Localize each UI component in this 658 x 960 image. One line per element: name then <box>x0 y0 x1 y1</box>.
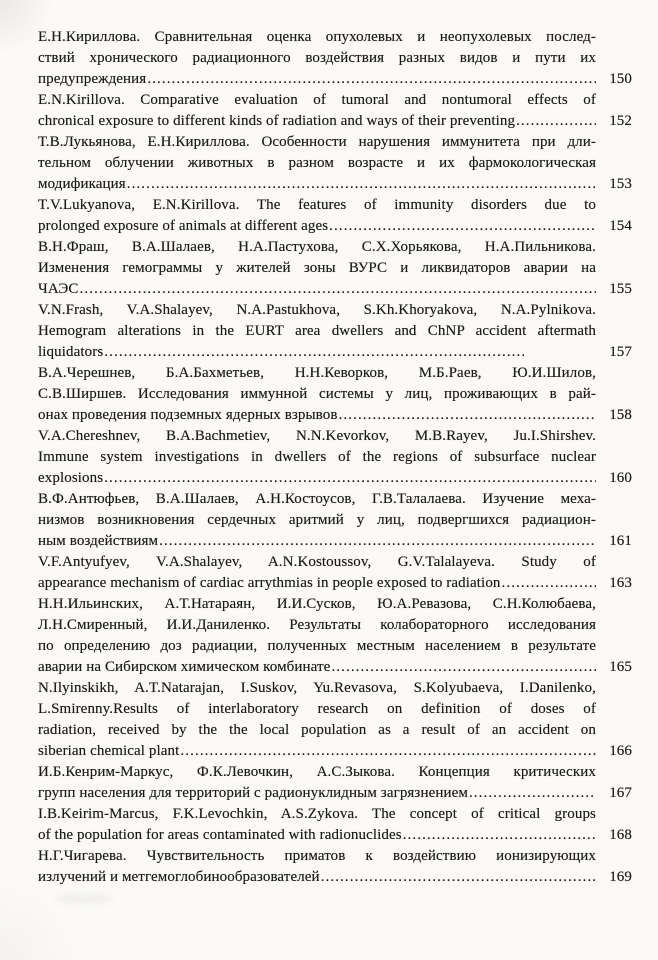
toc-last-line <box>38 279 632 300</box>
toc-line: С.В.Ширшев. Исследования иммунной системы у лиц, проживающих в рай- <box>38 386 596 402</box>
toc-last-line <box>38 531 632 552</box>
toc-line: Immune system investigations in dwellers of the regions of subsurface nuclear <box>38 449 596 465</box>
leader-wrap <box>38 531 596 552</box>
toc-last-line-text: групп населения для территорий с радионуклидным загрязнением <box>38 785 468 801</box>
dot-leader <box>516 111 596 132</box>
toc-last-line-text: prolonged exposure of animals at different ages <box>38 218 329 234</box>
toc-last-line-text: explosions <box>38 470 104 486</box>
leader-wrap <box>38 657 596 678</box>
toc-entry <box>38 489 632 552</box>
page-number: 155 <box>609 281 632 297</box>
toc-line: Т.В.Лукьянова, Е.Н.Кириллова. Особенности нарушения иммунитета при дли- <box>38 134 596 150</box>
toc-entry <box>38 552 632 594</box>
page-number: 153 <box>609 176 632 192</box>
dot-leader <box>80 279 596 300</box>
toc-last-line-text: аварии на Сибирском химическом комбинате <box>38 659 331 675</box>
toc-last-line <box>38 405 632 426</box>
leader-wrap <box>38 468 596 489</box>
toc-entry <box>38 27 632 90</box>
toc-last-line <box>38 573 632 594</box>
toc-entry <box>38 678 632 762</box>
toc-line: тельном облучении животных в разном возрасте и их фармокологическая <box>38 155 596 171</box>
dot-leader <box>104 342 524 363</box>
toc-line: Hemogram alterations in the EURT area dwellers and ChNP accident aftermath <box>38 323 596 339</box>
toc-list <box>38 27 632 888</box>
dot-leader <box>339 405 596 426</box>
toc-line: В.Ф.Антюфьев, В.А.Шалаев, А.Н.Костоусов, Г.В.Талалаева. Изучение меха- <box>38 491 596 507</box>
scan-smudge <box>55 893 113 905</box>
leader-wrap <box>38 405 596 426</box>
dot-leader <box>321 867 596 888</box>
toc-entry <box>38 426 632 489</box>
toc-line: В.А.Черешнев, Б.А.Бахметьев, Н.Н.Кеворков, М.Б.Раев, Ю.И.Шилов, <box>38 365 596 381</box>
toc-line: V.A.Chereshnev, B.A.Bachmetiev, N.N.Kevorkov, M.B.Rayev, Ju.I.Shirshev. <box>38 428 596 444</box>
page-number: 158 <box>609 407 632 423</box>
leader-wrap <box>38 783 596 804</box>
dot-leader <box>127 174 596 195</box>
page-number: 150 <box>609 71 632 87</box>
toc-entry <box>38 132 632 195</box>
dot-leader <box>331 657 596 678</box>
page-number: 152 <box>609 113 632 129</box>
toc-line: ствий хронического радиационного воздействия разных видов и пути их <box>38 50 596 66</box>
toc-last-line <box>38 783 632 804</box>
page-number: 160 <box>609 470 632 486</box>
toc-line: В.Н.Фраш, В.А.Шалаев, Н.А.Пастухова, С.Х.Хорьякова, Н.А.Пильникова. <box>38 239 596 255</box>
toc-entry <box>38 237 632 300</box>
toc-last-line <box>38 468 632 489</box>
page-number: 168 <box>609 827 632 843</box>
dot-leader <box>403 825 596 846</box>
toc-last-line-text: модификация <box>38 176 126 192</box>
toc-line: radiation, received by the the local population as a result of an accident on <box>38 722 596 738</box>
leader-wrap <box>38 867 596 888</box>
page-number: 169 <box>609 869 632 885</box>
toc-entry <box>38 846 632 888</box>
toc-entry <box>38 594 632 678</box>
toc-last-line-text: siberian chemical plant <box>38 743 180 759</box>
page-number: 154 <box>609 218 632 234</box>
toc-last-line-text: предупреждения <box>38 71 147 87</box>
toc-last-line-text: ЧАЭС <box>38 281 79 297</box>
leader-wrap <box>38 216 596 237</box>
dot-leader <box>147 69 596 90</box>
toc-last-line <box>38 657 632 678</box>
dot-leader <box>159 531 596 552</box>
dot-leader <box>104 468 596 489</box>
toc-line: E.N.Kirillova. Comparative evaluation of tumoral and nontumoral effects of <box>38 92 596 108</box>
toc-last-line-text: appearance mechanism of cardiac arrythmias in people exposed to radiation <box>38 575 501 591</box>
toc-line: V.N.Frash, V.A.Shalayev, N.A.Pastukhova, S.Kh.Khoryakova, N.A.Pylnikova. <box>38 302 596 318</box>
toc-line: V.F.Antyufyev, V.A.Shalayev, A.N.Kostoussov, G.V.Talalayeva. Study of <box>38 554 596 570</box>
leader-wrap <box>38 825 596 846</box>
toc-entry <box>38 762 632 804</box>
toc-last-line-text: liquidators <box>38 344 104 360</box>
leader-wrap <box>38 111 596 132</box>
page-number: 157 <box>609 344 632 360</box>
toc-last-line <box>38 825 632 846</box>
toc-line: T.V.Lukyanova, E.N.Kirillova. The features of immunity disorders due to <box>38 197 596 213</box>
toc-entry <box>38 195 632 237</box>
toc-last-line-text: chronical exposure to different kinds of radiation and ways of their preventing <box>38 113 516 129</box>
leader-wrap <box>38 69 596 90</box>
toc-line: Е.Н.Кириллова. Сравнительная оценка опухолевых и неопухолевых послед- <box>38 29 596 45</box>
toc-last-line <box>38 867 632 888</box>
toc-entry <box>38 300 632 363</box>
toc-line: Л.Н.Смиренный, И.И.Даниленко. Результаты колабораторного исследования <box>38 617 596 633</box>
toc-line: Н.Г.Чигарева. Чувствительность приматов к воздействию ионизирующих <box>38 848 596 864</box>
leader-wrap <box>38 279 596 300</box>
toc-entry <box>38 363 632 426</box>
leader-wrap <box>38 741 596 762</box>
toc-line: L.Smirenny.Results of interlaboratory research on definition of doses of <box>38 701 596 717</box>
toc-last-line-text: онах проведения подземных ядерных взрывов <box>38 407 338 423</box>
toc-line: Н.Н.Ильинских, А.Т.Натараян, И.И.Сусков, Ю.А.Ревазова, С.Н.Колюбаева, <box>38 596 596 612</box>
toc-last-line-text: ным воздействиям <box>38 533 159 549</box>
toc-line: Изменения гемограммы у жителей зоны ВУРС и ликвидаторов аварии на <box>38 260 596 276</box>
page-number: 167 <box>609 785 632 801</box>
toc-last-line <box>38 216 632 237</box>
page-number: 166 <box>609 743 632 759</box>
toc-line: N.Ilyinskikh, A.T.Natarajan, I.Suskov, Yu.Revasova, S.Kolyubaeva, I.Danilenko, <box>38 680 596 696</box>
toc-entry <box>38 804 632 846</box>
leader-wrap <box>38 174 596 195</box>
dot-leader <box>469 783 596 804</box>
dot-leader <box>180 741 596 762</box>
toc-last-line-text: of the population for areas contaminated with radionuclides <box>38 827 402 843</box>
page-number: 163 <box>609 575 632 591</box>
toc-line: I.B.Keirim-Marcus, F.K.Levochkin, A.S.Zykova. The concept of critical groups <box>38 806 596 822</box>
toc-last-line-text: излучений и метгемоглобинообразователей <box>38 869 320 885</box>
dot-leader <box>329 216 596 237</box>
leader-wrap <box>38 342 596 363</box>
dot-leader <box>502 573 596 594</box>
leader-wrap <box>38 573 596 594</box>
toc-line: по определению доз радиации, полученных местным населением в результате <box>38 638 596 654</box>
toc-entry <box>38 90 632 132</box>
toc-last-line <box>38 741 632 762</box>
toc-last-line <box>38 174 632 195</box>
page-number: 161 <box>609 533 632 549</box>
toc-last-line <box>38 69 632 90</box>
page-number: 165 <box>609 659 632 675</box>
toc-last-line <box>38 342 632 363</box>
toc-last-line <box>38 111 632 132</box>
toc-line: И.Б.Кенрим-Маркус, Ф.К.Левочкин, А.С.Зыкова. Концепция критических <box>38 764 596 780</box>
toc-line: низмов возникновения сердечных аритмий у лиц, подвергшихся радиацион- <box>38 512 596 528</box>
